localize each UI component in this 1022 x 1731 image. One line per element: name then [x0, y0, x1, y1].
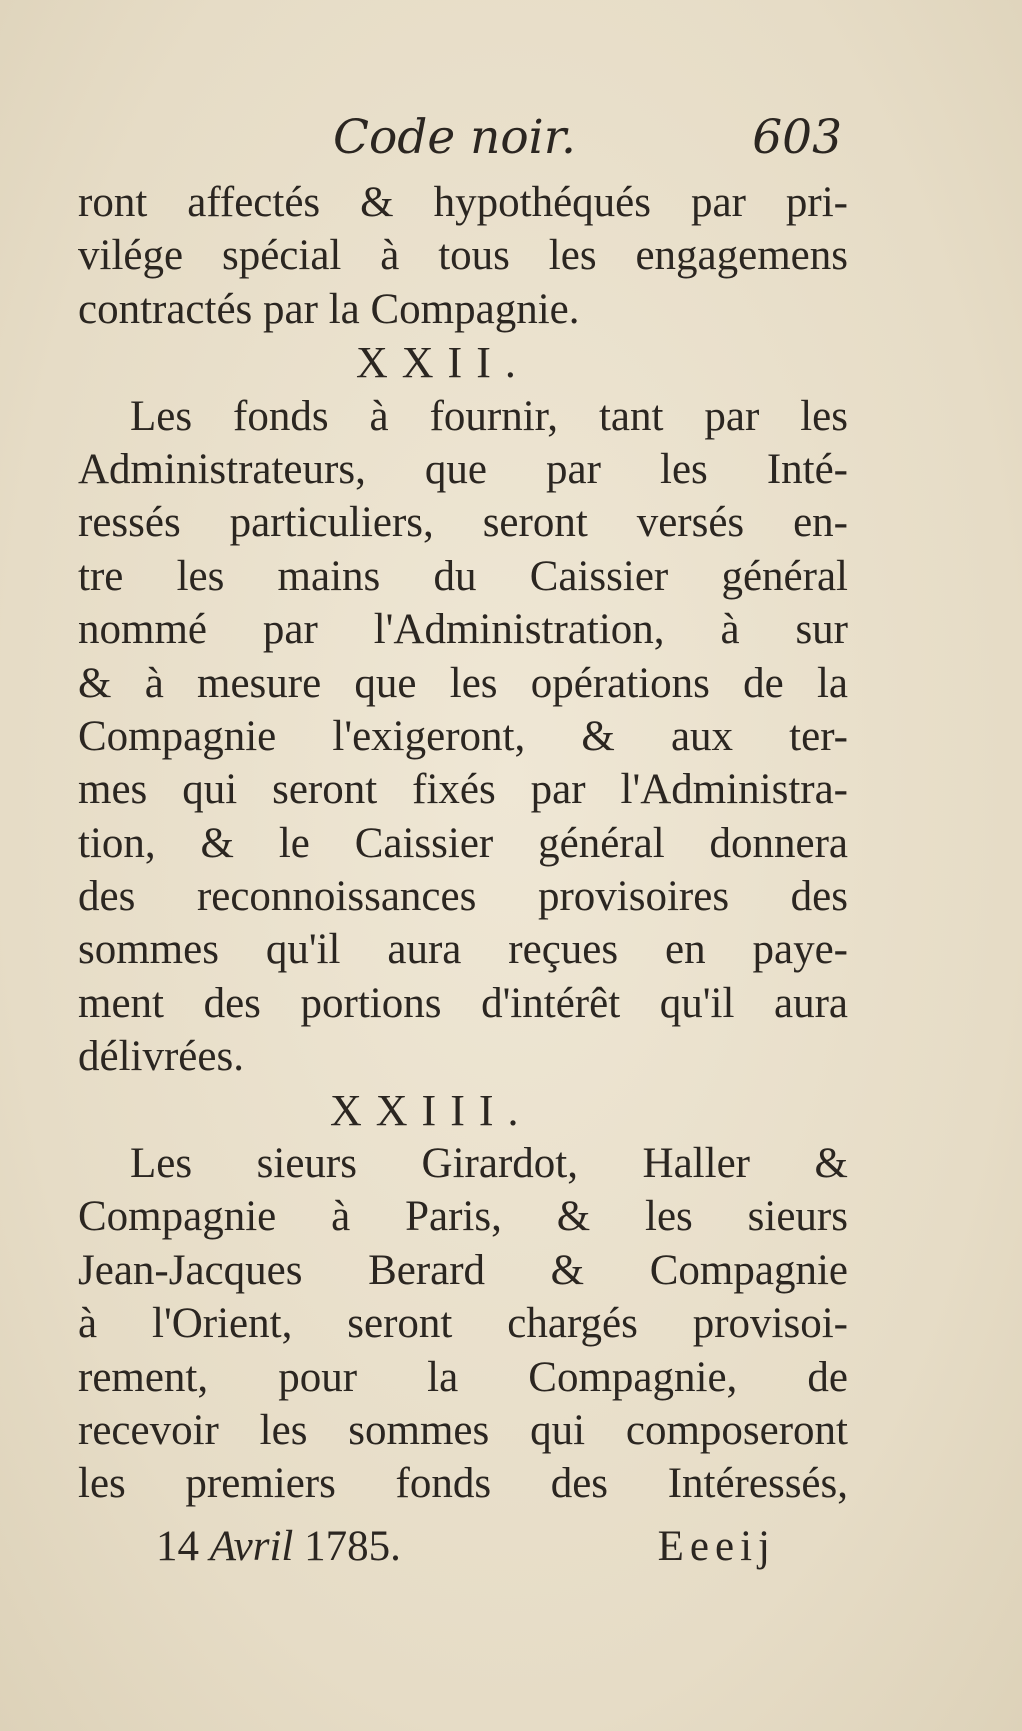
text-body — [78, 176, 848, 1511]
text-line: délivrées. — [78, 1033, 244, 1081]
text-line: Administrateurs, que par les Inté- — [78, 445, 848, 493]
text-line: recevoir les sommes qui composeront — [78, 1406, 848, 1454]
text-line: & à mesure que les opérations de la — [78, 659, 848, 707]
text-line: ment des portions d'intérêt qu'il aura — [78, 979, 848, 1027]
article-heading-22: XXII. — [356, 338, 530, 388]
text-line: Jean-Jacques Berard & Compagnie — [78, 1246, 848, 1294]
footer-date — [156, 1522, 401, 1571]
text-line: ront affectés & hypothéqués par pri- — [78, 179, 848, 226]
date-day: 14 — [156, 1523, 199, 1570]
running-header — [78, 110, 848, 176]
text-line: Les fonds à fournir, tant par les — [130, 392, 848, 440]
text-line: mes qui seront fixés par l'Administra- — [78, 766, 848, 814]
text-line: Compagnie à Paris, & les sieurs — [78, 1193, 848, 1241]
signature-mark: Eeeij — [657, 1523, 776, 1570]
text-line: vilége spécial à tous les engagemens — [78, 232, 848, 280]
page-footer — [156, 1522, 776, 1571]
date-month: Avril — [209, 1523, 294, 1570]
text-line: sommes qu'il aura reçues en paye- — [78, 926, 848, 974]
text-line: tre les mains du Caissier général — [78, 552, 848, 600]
text-line: ressés particuliers, seront versés en- — [78, 499, 848, 547]
text-line: nommé par l'Administration, à sur — [78, 606, 848, 654]
text-line: contractés par la Compagnie. — [78, 285, 580, 333]
date-year: 1785. — [304, 1523, 401, 1570]
text-line: des reconnoissances provisoires des — [78, 873, 848, 921]
text-line: tion, & le Caissier général donnera — [78, 819, 848, 867]
running-title: Code noir. — [333, 110, 576, 165]
page-number: 603 — [752, 110, 842, 165]
text-line: rement, pour la Compagnie, de — [78, 1353, 848, 1401]
text-line: les premiers fonds des Intéressés, — [78, 1460, 848, 1508]
article-heading-23: XXIII. — [330, 1085, 533, 1135]
text-line: Compagnie l'exigeront, & aux ter- — [78, 712, 848, 760]
text-line: à l'Orient, seront chargés provisoi- — [78, 1300, 848, 1348]
text-line: Les sieurs Girardot, Haller & — [130, 1140, 848, 1188]
book-page — [78, 110, 848, 1511]
